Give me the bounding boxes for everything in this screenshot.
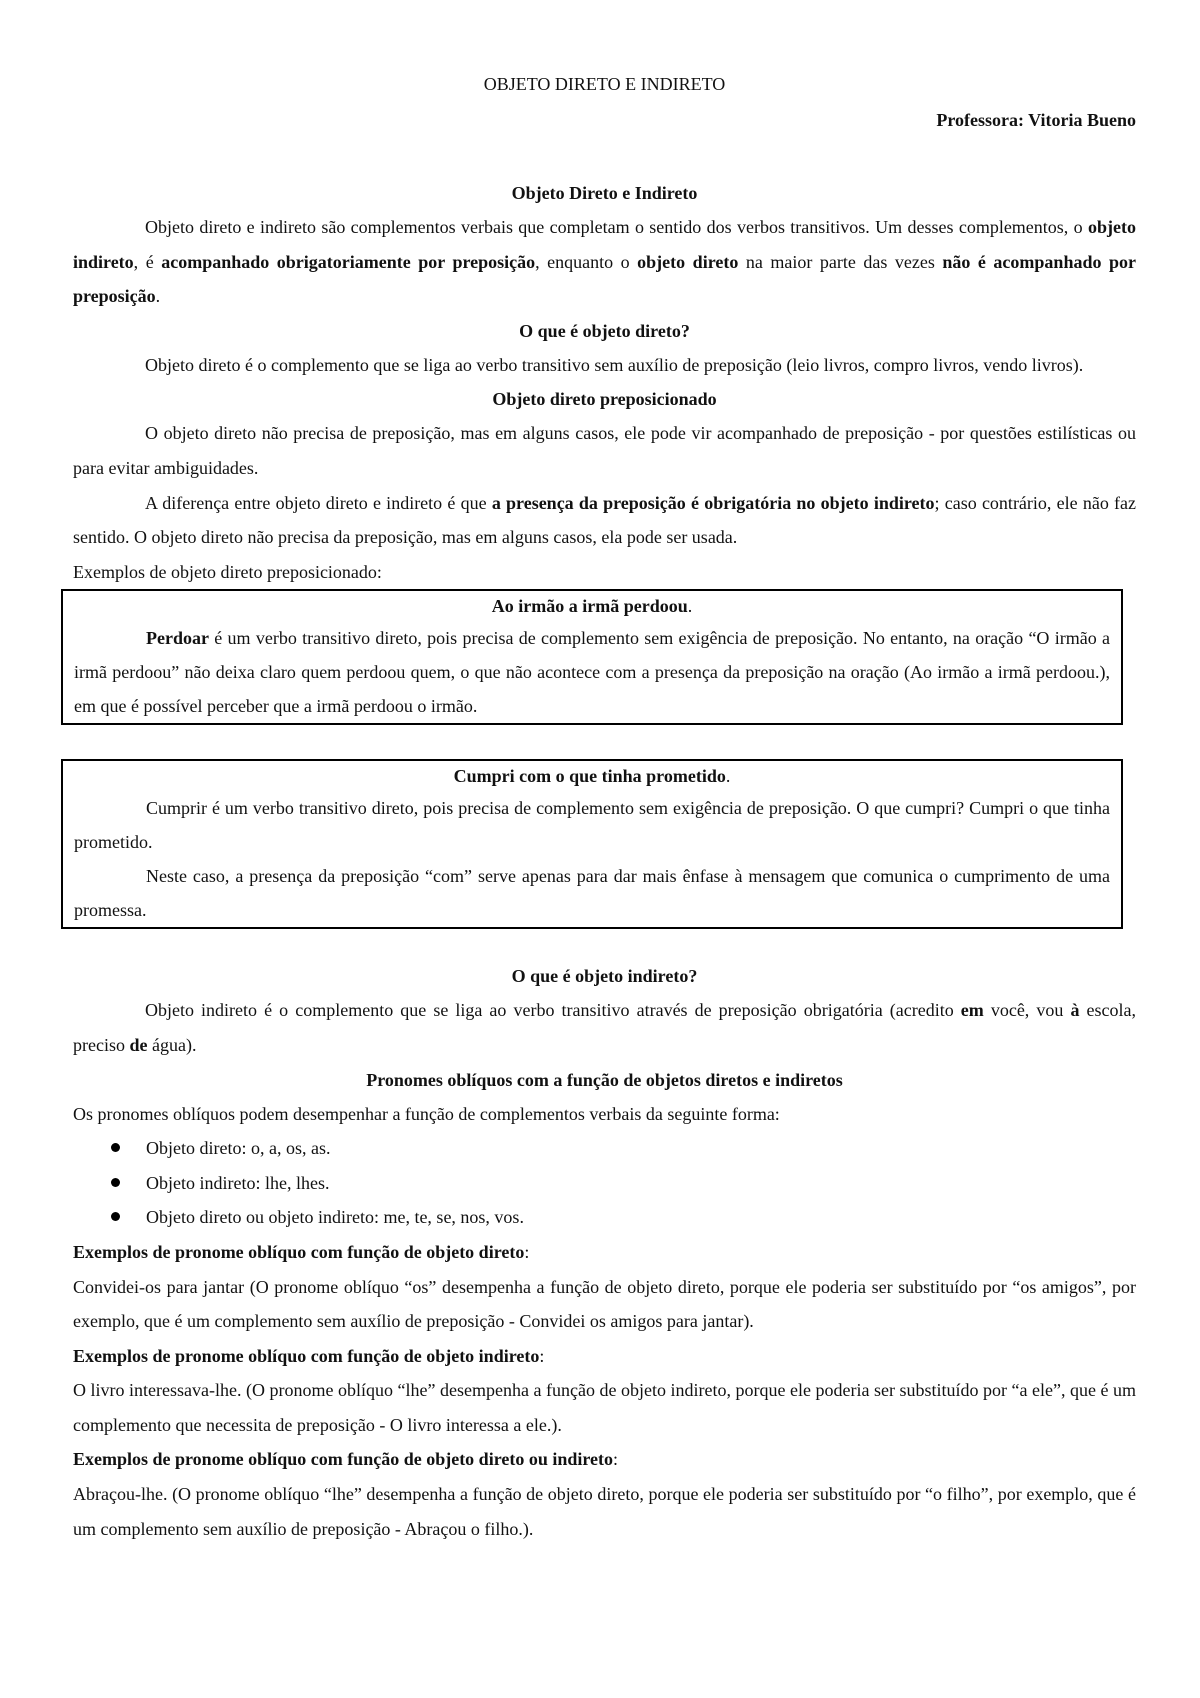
example-text-direct: Convidei-os para jantar (O pronome oblíquo “os” desempenha a função de objeto direto, porque ele poderia ser substituído por “os amigos”, por exemplo, que é um complemento sem auxílio de preposição - Convidei os amigos para jantar). xyxy=(73,1276,1136,1332)
example-box-2 xyxy=(61,759,1123,929)
section-heading-direct: O que é objeto direto? xyxy=(519,320,690,341)
text-run: Objeto indireto é o complemento que se liga ao verbo transitivo através de preposição obrigatória (acredito xyxy=(145,1000,961,1021)
text-run: Ao irmão a irmã perdoou xyxy=(491,596,688,617)
document-title: OBJETO DIRETO E INDIRETO xyxy=(483,74,726,94)
bold-term: acompanhado obrigatoriamente por preposição xyxy=(161,251,536,272)
text-run: . xyxy=(687,596,693,617)
text-run: é um verbo transitivo direto, pois precisa de complemento sem exigência de preposição. No entanto, na oração “O irmão a irmã perdoou” não deixa claro quem perdoou quem, o que não acontece com a presença da preposição na oração (Ao irmão a irmã perdoou.), em que é possível perceber que a irmã perdoou o irmão. xyxy=(74,628,1110,717)
bold-term: Perdoar xyxy=(146,628,209,649)
list-item xyxy=(73,1131,1136,1166)
example-box-2-paragraph-1: Cumprir é um verbo transitivo direto, pois precisa de complemento sem exigência de preposição. O que cumpri? Cumpri o que tinha prometido. xyxy=(74,798,1110,853)
text-run: , é xyxy=(133,251,162,272)
example-box-2-paragraph-2: Neste caso, a presença da preposição “com” serve apenas para dar mais ênfase à mensagem que comunica o cumprimento de uma promessa. xyxy=(74,866,1110,921)
text-run: Cumpri com o que tinha prometido xyxy=(453,766,726,787)
example-box-1 xyxy=(61,589,1123,725)
prepositioned-paragraph-2 xyxy=(73,486,1136,555)
bold-term: a presença da preposição é obrigatória no objeto indireto xyxy=(491,492,935,513)
example-label-direct xyxy=(73,1235,1136,1270)
pronouns-intro: Os pronomes oblíquos podem desempenhar a função de complementos verbais da seguinte forma: xyxy=(73,1103,780,1124)
list-item xyxy=(73,1166,1136,1201)
prepositioned-paragraph-1: O objeto direto não precisa de preposição, mas em alguns casos, ele pode vir acompanhado de preposição - por questões estilísticas ou para evitar ambiguidades. xyxy=(73,423,1136,478)
document-page xyxy=(73,70,1136,1546)
example-text-direct-or-indirect: Abraçou-lhe. (O pronome oblíquo “lhe” desempenha a função de objeto direto, porque ele poderia ser substituído por “o filho”, por exemplo, que é um complemento sem auxílio de preposição - Abraçou o filho.). xyxy=(73,1484,1136,1539)
text-run: você, vou xyxy=(983,1000,1071,1021)
section-heading-indirect: O que é objeto indireto? xyxy=(511,966,698,987)
example-label-indirect xyxy=(73,1339,1136,1374)
example-box-1-heading xyxy=(74,591,1110,621)
text-run: ; caso contrário, ele não faz sentido. O objeto direto não precisa da preposição, mas em alguns casos, ela pode ser usada. xyxy=(73,492,1137,548)
list-item-text: Objeto direto ou objeto indireto: me, te, se, nos, vos. xyxy=(146,1207,524,1228)
example-box-1-paragraph xyxy=(74,621,1110,723)
section-heading-pronouns: Pronomes oblíquos com a função de objetos diretos e indiretos xyxy=(366,1069,843,1090)
text-run: : xyxy=(524,1241,530,1262)
bold-term: objeto indireto xyxy=(73,217,1136,272)
text-run: na maior parte das vezes xyxy=(738,251,943,272)
bullet-icon xyxy=(111,1143,120,1152)
bold-term: Exemplos de pronome oblíquo com função de objeto indireto xyxy=(73,1345,540,1366)
author-line: Professora: Vitoria Bueno xyxy=(936,110,1136,130)
text-run: água). xyxy=(147,1034,197,1055)
bold-term: à xyxy=(1070,1000,1080,1021)
example-label-direct-or-indirect xyxy=(73,1442,1136,1477)
intro-paragraph xyxy=(73,210,1136,314)
text-run: , enquanto o xyxy=(535,251,638,272)
bullet-icon xyxy=(111,1212,120,1221)
bold-term: não é acompanhado por preposição xyxy=(73,251,1136,307)
text-run: A diferença entre objeto direto e indireto é que xyxy=(145,492,492,513)
text-run: escola, preciso xyxy=(73,1000,1136,1055)
text-run: : xyxy=(613,1449,619,1470)
example-text-indirect: O livro interessava-lhe. (O pronome oblíquo “lhe” desempenha a função de objeto indireto, porque ele poderia ser substituído por “a ele”, que é um complemento que necessita de preposição - O livro interessa a ele.). xyxy=(73,1380,1136,1435)
example-box-2-heading xyxy=(74,761,1110,791)
text-run: . xyxy=(155,286,161,307)
bold-term: objeto direto xyxy=(637,251,739,272)
bold-term: em xyxy=(960,1000,984,1021)
bullet-icon xyxy=(111,1178,120,1187)
list-item-text: Objeto direto: o, a, os, as. xyxy=(146,1138,331,1159)
pronoun-list xyxy=(73,1131,1136,1235)
direct-paragraph: Objeto direto é o complemento que se liga ao verbo transitivo sem auxílio de preposição (leio livros, compro livros, vendo livros). xyxy=(145,354,1084,375)
text-run: Objeto direto e indireto são complementos verbais que completam o sentido dos verbos transitivos. Um desses complementos, o xyxy=(145,217,1088,237)
text-run: . xyxy=(725,766,731,787)
section-heading-intro: Objeto Direto e Indireto xyxy=(511,183,698,203)
list-item-text: Objeto indireto: lhe, lhes. xyxy=(146,1172,330,1193)
bold-term: de xyxy=(129,1034,148,1055)
indirect-paragraph xyxy=(73,993,1136,1062)
bold-term: Exemplos de pronome oblíquo com função de objeto direto xyxy=(73,1241,525,1262)
text-run: : xyxy=(539,1345,545,1366)
list-item xyxy=(73,1200,1136,1235)
examples-label: Exemplos de objeto direto preposicionado: xyxy=(73,561,382,582)
section-heading-prepositioned: Objeto direto preposicionado xyxy=(492,389,717,410)
bold-term: Exemplos de pronome oblíquo com função de objeto direto ou indireto xyxy=(73,1449,614,1470)
